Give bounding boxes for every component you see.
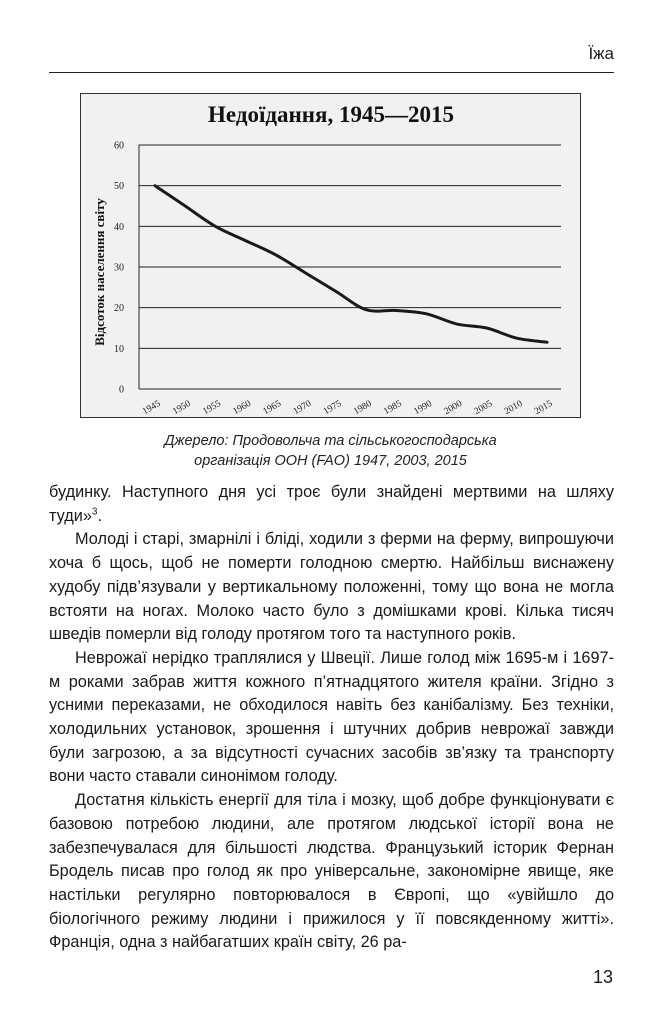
- caption-line-1: Джерело: Продовольча та сільськогосподарська: [164, 433, 497, 449]
- paragraph-1: [49, 481, 614, 528]
- header-rule: [49, 72, 614, 73]
- y-axis-label: Відсоток населення світу: [92, 198, 107, 346]
- x-tick-label: 1980: [352, 398, 374, 418]
- caption-line-2: організація ООН (FAO) 1947, 2003, 2015: [194, 453, 467, 469]
- x-tick-label: 2015: [533, 398, 555, 418]
- body-text: [49, 481, 614, 955]
- footnote-ref: 3: [91, 506, 98, 518]
- chart-title: Недоїдання, 1945—2015: [208, 102, 454, 127]
- undernourishment-chart: [81, 94, 582, 419]
- x-tick-label: 1945: [141, 398, 163, 418]
- paragraph-2: Молоді і старі, змарнілі і бліді, ходили з ферми на ферму, випрошуючи хоча б щось, щоб не померти голодною смертю. Найбільш виснажену худобу підв’язували у вертикальному положенні, тому що вона не могла встояти на ногах. Молоко часто було з домішками крові. Кілька тисяч шведів померли від голоду протягом того та наступного років.: [49, 530, 614, 644]
- x-tick-label: 2010: [502, 398, 525, 418]
- paragraph-4: Достатня кількість енергії для тіла і мозку, щоб добре функціонувати є базовою потребою людини, але протягом людської історії вона не забезпечувалася для більшості людства. Французький історик Фернан Бродель писав про голод як про універсальне, закономірне явище, яке настільки регулярно повторювалося в Європі, що «увійшло до біологічного режиму людини і прижилося у її повсякденному житті». Франція, одна з найбагатших країн світу, 26 ра-: [49, 791, 614, 952]
- running-head: Їжа: [588, 44, 614, 63]
- y-tick-label: 0: [119, 384, 124, 396]
- x-tick-label: 1970: [291, 398, 314, 418]
- page-number: 13: [592, 967, 613, 987]
- x-tick-label: 1975: [321, 398, 344, 418]
- x-tick-label: 1950: [171, 398, 193, 418]
- x-tick-label: 1990: [412, 398, 434, 418]
- x-tick-label: 1965: [261, 398, 284, 418]
- figure-caption: [80, 431, 581, 471]
- x-tick-label: 1985: [382, 398, 404, 418]
- x-tick-label: 1955: [201, 398, 223, 418]
- x-tick-label: 2000: [442, 398, 465, 418]
- paragraph-1-tail: .: [97, 506, 102, 525]
- x-tick-label: 1960: [231, 398, 253, 418]
- y-tick-label: 10: [114, 343, 124, 355]
- paragraph-3: Неврожаї нерідко траплялися у Швеції. Лише голод між 1695-м і 1697-м роками забрав життя кожного п’ятнадцятого жителя країни. Згідно з усними переказами, не обходилося навіть без канібалізму. Без техніки, холодильних установок, зрошення і штучних добрив неврожаї завжди були загрозою, а за відсутності сучасних засобів зв’язку та транспорту вони часто ставали синонімом голоду.: [49, 648, 614, 786]
- y-tick-label: 60: [114, 140, 124, 152]
- y-tick-label: 50: [114, 181, 124, 193]
- y-tick-label: 30: [114, 262, 124, 274]
- chart-figure: [80, 93, 581, 418]
- y-tick-label: 20: [114, 303, 124, 315]
- y-tick-label: 40: [114, 221, 124, 233]
- paragraph-1-text: будинку. Наступного дня усі троє були знайдені мертвими на шляху туди»: [49, 483, 614, 525]
- series-line: [155, 186, 547, 343]
- x-tick-label: 2005: [472, 398, 495, 418]
